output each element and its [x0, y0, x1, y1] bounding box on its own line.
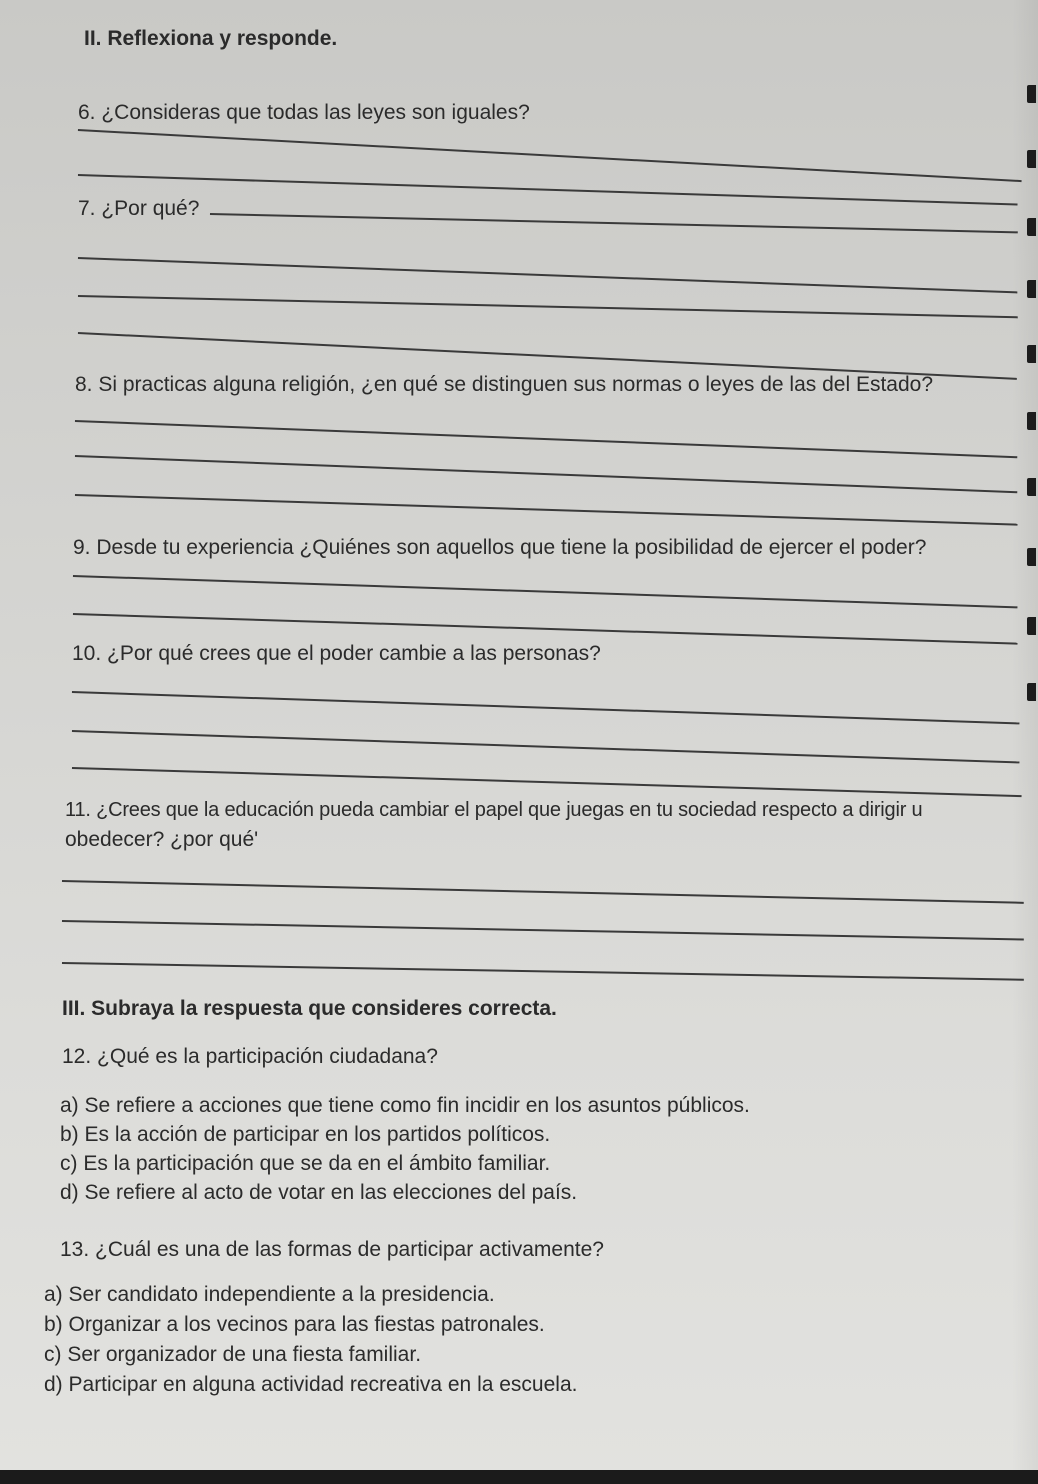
answer-line [75, 420, 1017, 458]
q12-option-c: c) Es la participación que se da en el ámbito familiar. [60, 1152, 551, 1175]
answer-line [72, 767, 1022, 797]
question-12: 12. ¿Qué es la participación ciudadana? [62, 1045, 438, 1068]
answer-line [73, 613, 1018, 645]
q13-option-b: b) Organizar a los vecinos para las fiestas patronales. [44, 1313, 545, 1336]
answer-line [72, 691, 1020, 724]
answer-line [75, 494, 1018, 526]
binding-hole [1027, 218, 1036, 236]
question-11-line-1: 11. ¿Crees que la educación pueda cambiar el papel que juegas en tu sociedad respecto a dirigir u [65, 799, 923, 821]
question-7: 7. ¿Por qué? [78, 197, 200, 220]
answer-line [78, 295, 1018, 318]
photo-bottom-edge [0, 1470, 1038, 1484]
question-13: 13. ¿Cuál es una de las formas de participar activamente? [60, 1238, 604, 1261]
question-8: 8. Si practicas alguna religión, ¿en qué se distinguen sus normas o leyes de las del Estado? [75, 373, 934, 396]
binding-hole [1027, 683, 1036, 701]
q13-option-a: a) Ser candidato independiente a la presidencia. [44, 1283, 495, 1306]
binding-hole [1027, 150, 1036, 168]
answer-line [78, 257, 1017, 293]
question-9: 9. Desde tu experiencia ¿Quiénes son aquellos que tiene la posibilidad de ejercer el poder? [73, 536, 927, 559]
section-2-heading: II. Reflexiona y responde. [84, 27, 338, 50]
answer-line [62, 920, 1024, 940]
question-6: 6. ¿Consideras que todas las leyes son iguales? [78, 101, 530, 124]
binding-hole [1027, 85, 1036, 103]
answer-line [210, 213, 1018, 233]
binding-hole [1027, 412, 1036, 430]
question-11-line-2: obedecer? ¿por qué' [65, 828, 259, 851]
binding-hole [1027, 478, 1036, 496]
answer-line [78, 129, 1022, 182]
answer-line [62, 880, 1024, 904]
q13-option-c: c) Ser organizador de una fiesta familiar. [44, 1343, 422, 1366]
answer-line [78, 174, 1018, 206]
q12-option-a: a) Se refiere a acciones que tiene como fin incidir en los asuntos públicos. [60, 1094, 750, 1117]
binding-hole [1027, 345, 1036, 363]
q12-option-b: b) Es la acción de participar en los partidos políticos. [60, 1123, 551, 1146]
question-10: 10. ¿Por qué crees que el poder cambie a las personas? [72, 642, 601, 665]
q12-option-d: d) Se refiere al acto de votar en las elecciones del país. [60, 1181, 578, 1204]
answer-line [72, 730, 1020, 763]
binding-hole [1027, 280, 1036, 298]
binding-hole [1027, 548, 1036, 566]
answer-line [75, 455, 1017, 493]
answer-line [73, 575, 1018, 608]
section-3-heading: III. Subraya la respuesta que consideres correcta. [62, 997, 557, 1020]
binding-hole [1027, 617, 1036, 635]
q13-option-d: d) Participar en alguna actividad recreativa en la escuela. [44, 1373, 578, 1396]
answer-line [62, 962, 1024, 981]
